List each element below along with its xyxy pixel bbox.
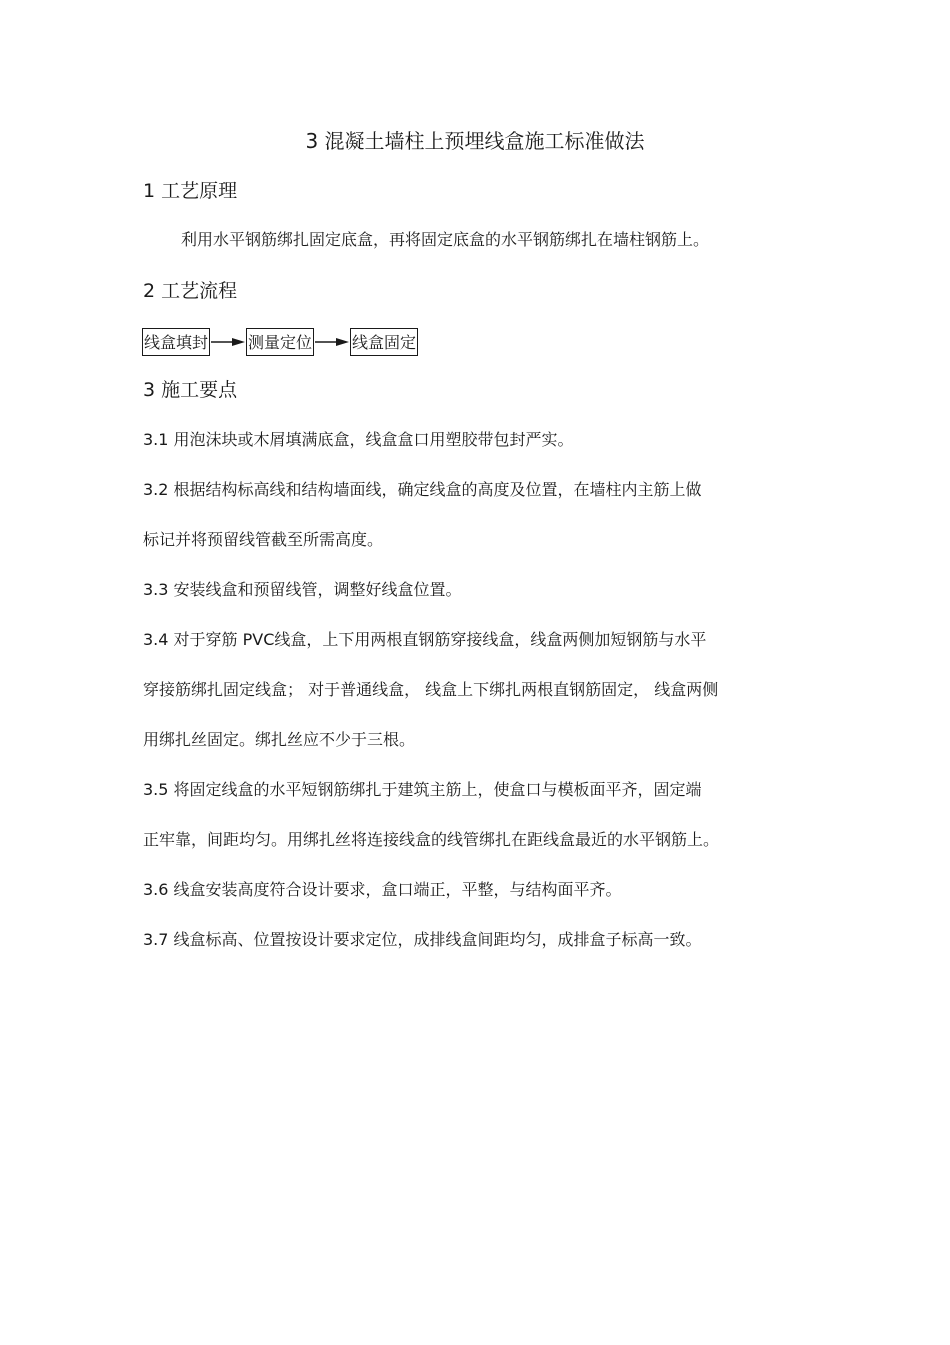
key-point-line: 标记并将预留线管截至所需高度。 (143, 530, 384, 549)
key-point-line: 3.7 线盒标高、位置按设计要求定位，成排线盒间距均匀，成排盒子标高一致。 (143, 930, 702, 949)
flow-step-fill-seal: 线盒填封 (142, 328, 210, 356)
section-heading-key-points: 3 施工要点 (143, 379, 238, 401)
page-title: 3 混凝土墙柱上预埋线盒施工标准做法 (305, 129, 645, 153)
key-point-line: 正牢靠，间距均匀。用绑扎丝将连接线盒的线管绑扎在距线盒最近的水平钢筋上。 (143, 830, 720, 849)
flow-step-measure-position: 测量定位 (246, 328, 314, 356)
arrow-right-icon (210, 336, 246, 348)
key-point-line: 用绑扎丝固定。绑扎丝应不少于三根。 (143, 730, 416, 749)
key-point-line: 3.5 将固定线盒的水平短钢筋绑扎于建筑主筋上，使盒口与模板面平齐，固定端 (143, 780, 702, 799)
key-point-line: 3.3 安装线盒和预留线管，调整好线盒位置。 (143, 580, 462, 599)
flow-step-fix-box: 线盒固定 (350, 328, 418, 356)
section-heading-process: 2 工艺流程 (143, 280, 238, 302)
section-heading-principle: 1 工艺原理 (143, 180, 238, 202)
process-flowchart (142, 327, 418, 357)
key-point-line: 3.6 线盒安装高度符合设计要求，盒口端正，平整，与结构面平齐。 (143, 880, 622, 899)
principle-text: 利用水平钢筋绑扎固定底盒，再将固定底盒的水平钢筋绑扎在墙柱钢筋上。 (181, 230, 710, 249)
arrow-right-icon (314, 336, 350, 348)
key-point-line: 3.1 用泡沫块或木屑填满底盒，线盒盒口用塑胶带包封严实。 (143, 430, 574, 449)
key-point-line: 3.2 根据结构标高线和结构墙面线，确定线盒的高度及位置，在墙柱内主筋上做 (143, 480, 702, 499)
key-point-line: 穿接筋绑扎固定线盒； 对于普通线盒， 线盒上下绑扎两根直钢筋固定， 线盒两侧 (143, 680, 719, 699)
key-point-line: 3.4 对于穿筋 PVC线盒，上下用两根直钢筋穿接线盒，线盒两侧加短钢筋与水平 (143, 630, 707, 649)
